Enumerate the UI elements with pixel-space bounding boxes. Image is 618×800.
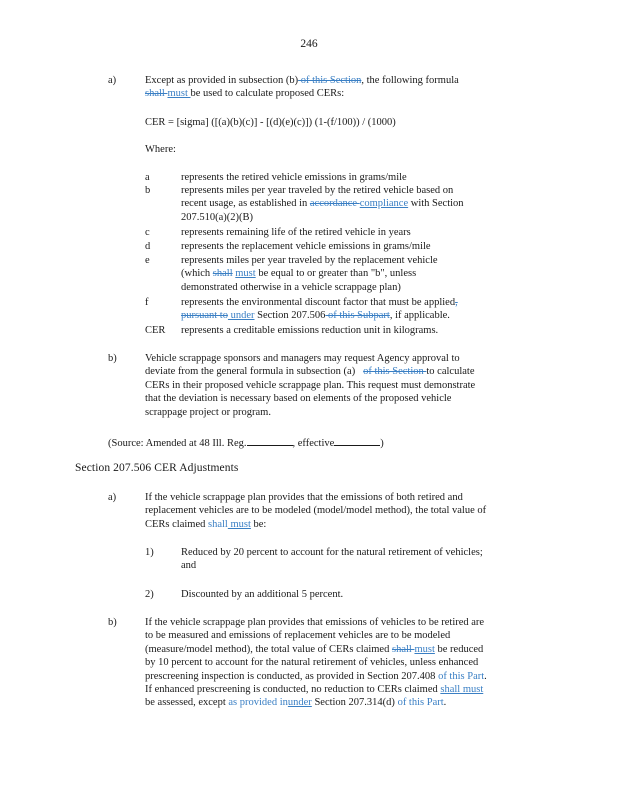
inserted-text: compliance [359,198,409,210]
definition-label: a [145,172,150,183]
definition-text: represents the environmental discount factor that must be applied, pursuant to under Section 207.506 of this Subpart, if applicable. [181,297,458,322]
inserted-text: must [235,268,256,280]
deleted-text: of this Section [298,75,362,86]
inserted-text: must [167,88,191,100]
deleted-text: of this Subpart [325,310,390,322]
subsection-b-label: b) [108,353,117,364]
page-number: 246 [300,38,318,50]
definition-label: e [145,255,150,266]
definition-label: f [145,297,149,308]
list-item-label: 1) [145,547,154,558]
definition-text: represents remaining life of the retired vehicle in years [181,227,411,238]
deleted-text: , [455,297,458,308]
definition-text: represents miles per year traveled by the retired vehicle based on recent usage, as established in accordance compliance with Section 207.510(a)(2)(B) [181,185,464,223]
inserted-text: under [227,310,255,322]
inserted-text: as provided in [228,697,288,709]
source-note: (Source: Amended at 48 Ill. Reg. , effective ) [108,435,528,450]
definition-text: represents a creditable emissions reduction unit in kilograms. [181,325,439,336]
definition-text: represents miles per year traveled by the replacement vehicle (which shall must be equal to or greater than "b", unless demonstrated otherwise in a vehicle scrappage plan) [181,255,438,293]
deleted-text: accordance [309,198,360,210]
inserted-text: of this Part [397,697,444,709]
section-heading: Section 207.506 CER Adjustments [75,462,239,474]
inserted-text: must [414,643,435,655]
definition-label: b [145,185,151,196]
definition-label: c [145,227,150,238]
blank-line [247,435,293,446]
deleted-text: shall [208,518,228,530]
subsection-b-text: Vehicle scrappage sponsors and managers may request Agency approval to deviate from the general formula in subsection (a) of this Section to calculate CERs in their proposed vehicle scrappage plan. This request must demonstrate that the deviation is necessary based on elements of the proposed vehicle scrappage project or program. [145,353,476,418]
subsection-a-text: Except as provided in subsection (b) of this Section, the following formula shall must be used to calculate proposed CERs: [145,75,459,100]
inserted-text: shall must [440,684,484,696]
list-item-text: Discounted by an additional 5 percent. [181,589,344,600]
cer-adjustment-b-text: If the vehicle scrappage plan provides that emissions of vehicles to be retired are to be measured and emissions of replacement vehicles are to be modeled (measure/model method), the total value of CERs claimed shall must be reduced by 10 percent to account for the natural retirement of vehicles, unless enhanced prescreening inspection is conducted, as provided in Section 207.408 of this Part. If enhanced prescreening is conducted, no reduction to CERs claimed shall must be assessed, except as provided inunder Section 207.314(d) of this Part. [145,617,487,709]
list-item-label: 2) [145,589,154,600]
definition-label: CER [145,325,166,336]
inserted-text: must [227,518,251,530]
cer-formula: CER = [sigma] ([(a)(b)(c)] - [(d)(e)(c)]) (1-(f/100)) / (1000) [145,117,396,128]
blank-line [334,435,380,446]
inserted-text: of this Part [438,670,485,682]
subsection-a-label: a) [108,75,117,86]
where-label: Where: [145,144,176,155]
deleted-text: of this Section [363,366,427,378]
deleted-text: shall [391,643,415,655]
cer-adjustment-b-label: b) [108,617,117,628]
cer-adjustment-a-label: a) [108,492,117,503]
definition-text: represents the retired vehicle emissions in grams/mile [181,172,407,183]
deleted-text: shall [212,268,233,280]
definition-text: represents the replacement vehicle emissions in grams/mile [181,241,431,252]
deleted-text: shall [145,88,168,100]
definition-label: d [145,241,151,252]
inserted-text: under [287,697,312,709]
deleted-text: pursuant to [181,310,228,322]
cer-adjustment-a-text: If the vehicle scrappage plan provides that the emissions of both retired and replacement vehicles are to be modeled (model/model method), the total value of CERs claimed shall must be: [145,492,487,530]
list-item-text: Reduced by 20 percent to account for the natural retirement of vehicles; and [181,547,483,572]
